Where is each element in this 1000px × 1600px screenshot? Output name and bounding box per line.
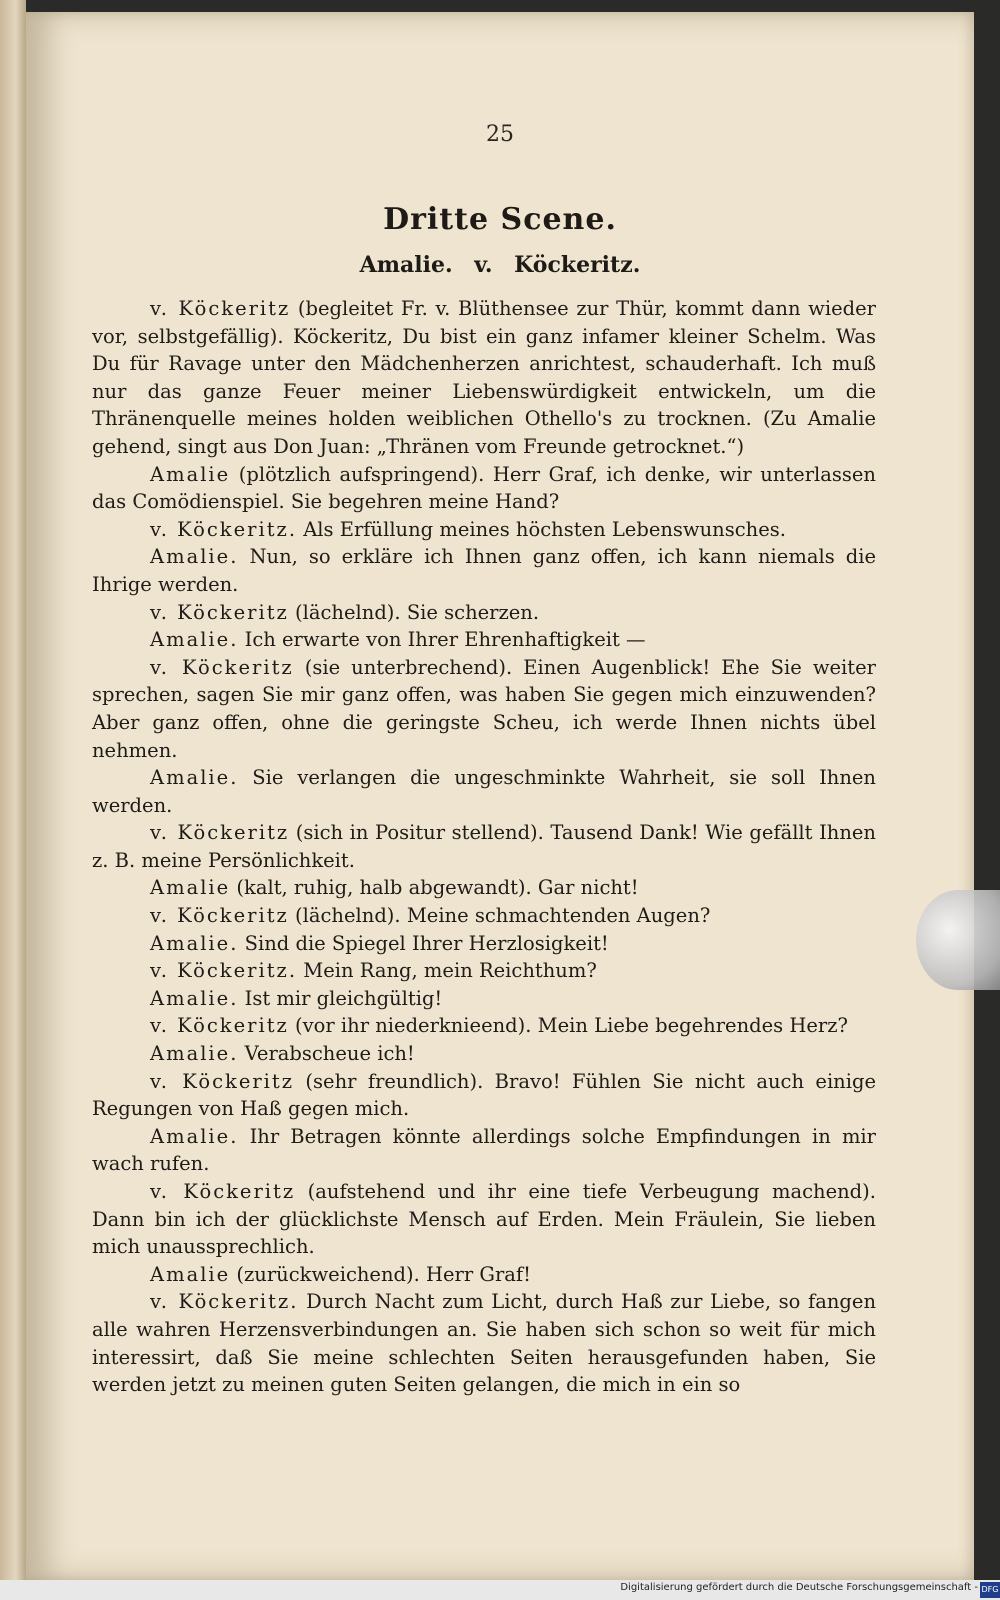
dialogue-paragraph <box>92 626 876 654</box>
speaker-name: v. Köckeritz <box>150 1180 296 1203</box>
speech-text: Nun, so erkläre ich Ihnen ganz offen, ich kann niemals die Ihrige werden. <box>92 545 876 596</box>
speaker-name: v. Köckeritz <box>150 821 290 845</box>
dialogue-paragraph <box>92 461 876 516</box>
speech-text: (plötzlich aufspringend). Herr Graf, ich denke, wir unterlassen das Comödienspiel. Sie begehren meine Hand? <box>92 462 876 514</box>
dialogue-paragraph <box>92 654 876 764</box>
speech-text: Sie verlangen die ungeschminkte Wahrheit, sie soll Ihnen werden. <box>92 766 876 817</box>
speaker-name: v. Köckeritz <box>150 655 294 679</box>
dialogue-paragraph <box>92 543 876 598</box>
speech-text: (sich in Positur stellend). Tausend Dank! Wie gefällt Ihnen z. B. meine Persönlichkeit. <box>92 821 876 872</box>
speech-text: (vor ihr niederknieend). Mein Liebe begehrendes Herz? <box>288 1014 848 1038</box>
dialogue-paragraph <box>92 819 876 874</box>
speech-text: Sind die Spiegel Ihrer Herzlosigkeit! <box>238 931 609 955</box>
dialogue-paragraph <box>92 1123 876 1178</box>
book-spine-edge <box>0 0 26 1600</box>
speech-text: Ist mir gleichgültig! <box>238 986 443 1010</box>
speaker-name: v. Köckeritz. <box>150 959 298 983</box>
speaker-name: v. Köckeritz. <box>150 517 298 541</box>
speech-text: Verabscheue ich! <box>238 1042 415 1066</box>
dialogue-paragraph <box>92 930 876 958</box>
speech-text: (zurückweichend). Herr Graf! <box>230 1262 531 1286</box>
dialogue-paragraph <box>92 1012 876 1040</box>
speech-text: (begleitet Fr. v. Blüthensee zur Thür, kommt dann wieder vor, selbstgefällig). Köckeritz, Du bist ein ganz infamer kleiner Schelm. Was Du für Ravage unter den Mädchenherzen anrichtest, schauderhaft. Ich muß nur das ganze Feuer meiner Liebenswürdigkeit entwickeln, um die Thränenquelle meines holden weiblichen Othello's zu trocknen. (Zu Amalie gehend, singt aus Don Juan: „Thränen vom Freunde getrocknet.“) <box>92 297 876 458</box>
speaker-name: Amalie <box>150 462 231 486</box>
dialogue-paragraph <box>92 874 876 902</box>
scene-title: Dritte Scene. <box>383 202 617 237</box>
speech-text: Mein Rang, mein Reichthum? <box>297 959 597 983</box>
speaker-name: Amalie. <box>150 986 239 1010</box>
dialogue-paragraph <box>92 1261 876 1289</box>
speaker-name: v. Köckeritz <box>150 1069 295 1093</box>
speaker-name: Amalie. <box>150 545 239 569</box>
dialogue-paragraph <box>92 902 876 930</box>
speech-text: (sehr freundlich). Bravo! Fühlen Sie nicht auch einige Regungen von Haß gegen mich. <box>92 1069 876 1121</box>
dialogue-paragraph <box>92 985 876 1013</box>
speaker-name: Amalie. <box>150 1042 239 1066</box>
speaker-name: Amalie. <box>150 931 239 955</box>
page-clip <box>916 890 1000 990</box>
speech-text: Ihr Betragen könnte allerdings solche Empfindungen in mir wach rufen. <box>92 1124 876 1176</box>
dialogue-paragraph <box>92 764 876 819</box>
page-number: 25 <box>486 122 514 147</box>
speaker-name: v. Köckeritz <box>150 904 289 928</box>
book-page <box>26 12 974 1580</box>
speaker-name: Amalie. <box>150 766 239 790</box>
speaker-name: Amalie <box>150 1262 231 1286</box>
funding-credit: Digitalisierung gefördert durch die Deutsche Forschungsgemeinschaft - <box>620 1582 978 1593</box>
dialogue-paragraph <box>92 1288 876 1398</box>
dialogue-paragraph <box>92 516 876 544</box>
speech-text: Als Erfüllung meines höchsten Lebenswunsches. <box>297 517 786 541</box>
speech-text: Durch Nacht zum Licht, durch Haß zur Liebe, so fangen alle wahren Herzensverbindungen an. Sie haben sich schon so weit für mich interessirt, daß Sie meine schlechten Seiten herausgefunden haben, Sie werden jetzt zu meinen guten Seiten gelangen, die mich in ein so <box>92 1290 876 1397</box>
speaker-name: v. Köckeritz <box>150 600 289 624</box>
speech-text: Ich erwarte von Ihrer Ehrenhaftigkeit — <box>238 628 646 652</box>
dialogue-paragraph <box>92 1040 876 1068</box>
speech-text: (aufstehend und ihr eine tiefe Verbeugung machend). Dann bin ich der glücklichste Mensch auf Erden. Mein Fräulein, Sie lieben mich unaussprechlich. <box>92 1180 876 1259</box>
dialogue-paragraph <box>92 957 876 985</box>
speaker-name: v. Köckeritz. <box>150 1290 299 1314</box>
speech-text: (kalt, ruhig, halb abgewandt). Gar nicht! <box>230 876 639 900</box>
speaker-name: Amalie. <box>150 1124 239 1148</box>
dialogue-text <box>92 295 876 1399</box>
speaker-name: v. Köckeritz <box>150 297 291 320</box>
dialogue-paragraph <box>92 1178 876 1261</box>
speech-text: (sie unterbrechend). Einen Augenblick! Ehe Sie weiter sprechen, sagen Sie mir ganz offen, was haben Sie gegen mich einzuwenden? Aber ganz offen, ohne die geringste Scheu, ich werde Ihnen nichts übel nehmen. <box>92 655 876 762</box>
speech-text: (lächelnd). Meine schmachtenden Augen? <box>288 904 711 928</box>
speaker-name: Amalie <box>150 876 231 900</box>
speaker-name: Amalie. <box>150 628 239 652</box>
dialogue-paragraph <box>92 1068 876 1123</box>
speaker-name: v. Köckeritz <box>150 1014 289 1038</box>
scene-cast: Amalie. v. Köckeritz. <box>359 252 641 278</box>
dialogue-paragraph <box>92 295 876 461</box>
dialogue-paragraph <box>92 599 876 627</box>
speech-text: (lächelnd). Sie scherzen. <box>288 600 540 624</box>
dfg-logo: DFG <box>980 1582 1000 1598</box>
